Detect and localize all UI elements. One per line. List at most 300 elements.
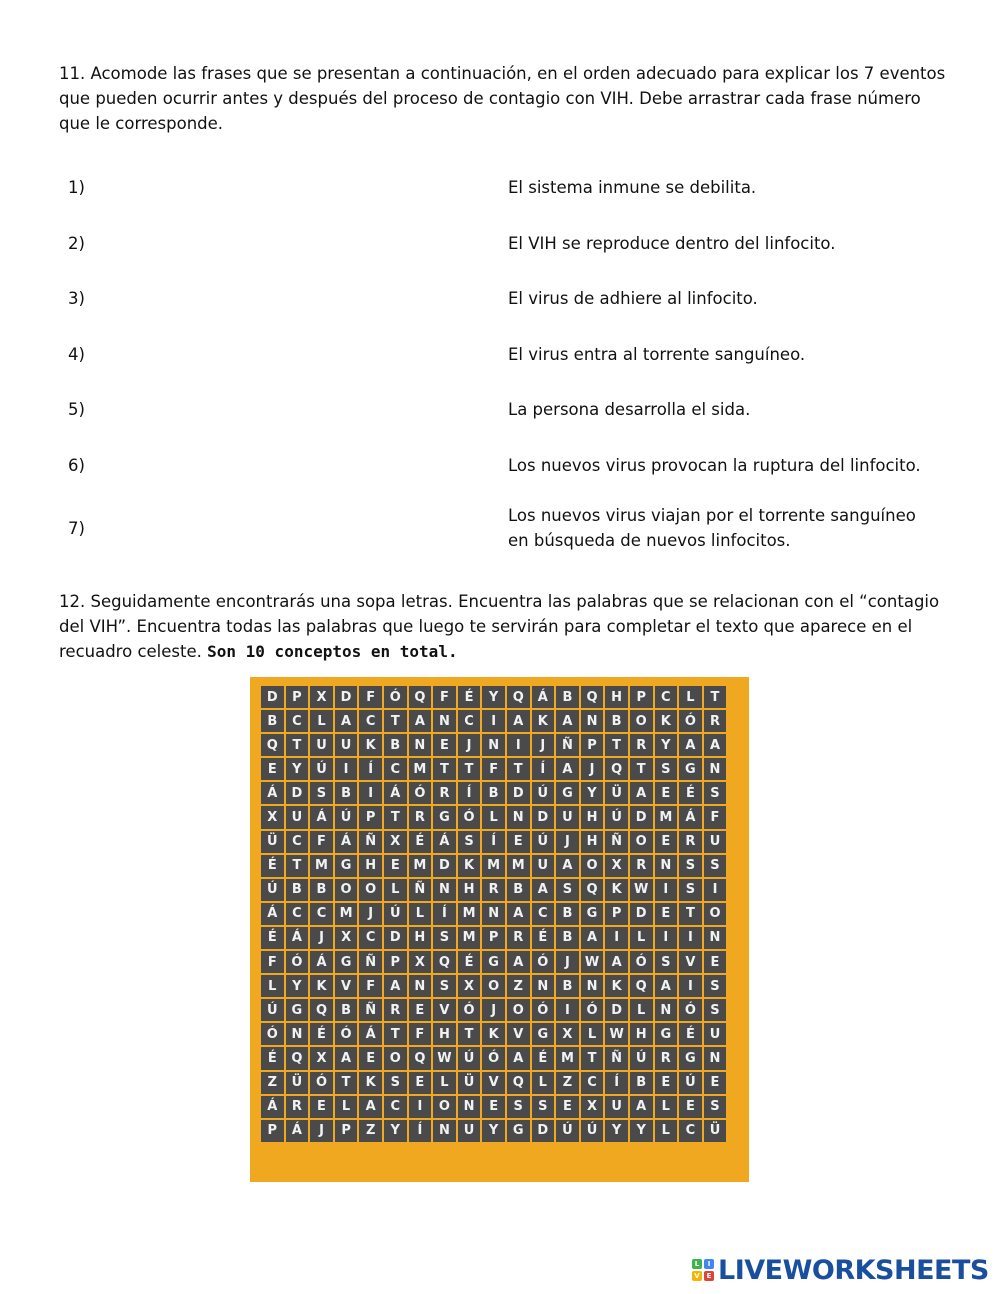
grid-cell[interactable]: D xyxy=(532,1120,555,1142)
grid-cell[interactable]: A xyxy=(605,951,628,973)
grid-cell[interactable]: I xyxy=(409,1096,432,1118)
grid-cell[interactable]: Ó xyxy=(458,806,481,828)
grid-cell[interactable]: T xyxy=(384,710,407,732)
grid-cell[interactable]: K xyxy=(655,710,678,732)
grid-cell[interactable]: A xyxy=(409,710,432,732)
grid-cell[interactable]: C xyxy=(359,710,382,732)
grid-cell[interactable]: Í xyxy=(409,1120,432,1142)
grid-cell[interactable]: É xyxy=(458,951,481,973)
grid-cell[interactable]: S xyxy=(704,782,727,804)
grid-cell[interactable]: C xyxy=(384,758,407,780)
grid-cell[interactable]: S xyxy=(679,855,702,877)
grid-cell[interactable]: Í xyxy=(359,758,382,780)
grid-cell[interactable]: R xyxy=(655,1047,678,1069)
grid-cell[interactable]: Ü xyxy=(704,1120,727,1142)
grid-cell[interactable]: X xyxy=(261,806,284,828)
grid-cell[interactable]: C xyxy=(679,1120,702,1142)
grid-cell[interactable]: L xyxy=(630,927,653,949)
grid-cell[interactable]: Z xyxy=(556,1072,579,1094)
grid-cell[interactable]: G xyxy=(679,1047,702,1069)
grid-cell[interactable]: B xyxy=(605,710,628,732)
grid-cell[interactable]: Í xyxy=(458,782,481,804)
grid-cell[interactable]: Q xyxy=(507,686,530,708)
grid-cell[interactable]: W xyxy=(630,879,653,901)
grid-cell[interactable]: Q xyxy=(630,975,653,997)
grid-cell[interactable]: Ó xyxy=(335,1023,358,1045)
grid-cell[interactable]: K xyxy=(310,975,333,997)
grid-cell[interactable]: B xyxy=(261,710,284,732)
grid-cell[interactable]: Á xyxy=(261,1096,284,1118)
grid-cell[interactable]: A xyxy=(507,951,530,973)
grid-cell[interactable]: J xyxy=(482,999,505,1021)
grid-cell[interactable]: L xyxy=(335,1096,358,1118)
grid-cell[interactable]: J xyxy=(458,734,481,756)
grid-cell[interactable]: Á xyxy=(286,1120,309,1142)
draggable-phrase[interactable]: Los nuevos virus viajan por el torrente sanguíneo en búsqueda de nuevos linfocitos. xyxy=(508,506,916,550)
grid-cell[interactable]: Ñ xyxy=(359,999,382,1021)
grid-cell[interactable]: C xyxy=(384,1096,407,1118)
grid-cell[interactable]: T xyxy=(433,758,456,780)
grid-cell[interactable]: U xyxy=(310,734,333,756)
grid-cell[interactable]: S xyxy=(655,951,678,973)
grid-cell[interactable]: E xyxy=(655,1072,678,1094)
grid-cell[interactable]: I xyxy=(556,999,579,1021)
grid-cell[interactable]: L xyxy=(630,999,653,1021)
grid-cell[interactable]: T xyxy=(384,806,407,828)
grid-cell[interactable]: K xyxy=(359,734,382,756)
grid-cell[interactable]: Q xyxy=(605,758,628,780)
grid-cell[interactable]: X xyxy=(335,927,358,949)
grid-cell[interactable]: Ü xyxy=(261,831,284,853)
grid-cell[interactable]: D xyxy=(605,999,628,1021)
grid-cell[interactable]: D xyxy=(433,855,456,877)
grid-cell[interactable]: H xyxy=(409,927,432,949)
grid-cell[interactable]: Ó xyxy=(679,710,702,732)
grid-cell[interactable]: X xyxy=(310,686,333,708)
grid-cell[interactable]: M xyxy=(458,927,481,949)
grid-cell[interactable]: N xyxy=(655,999,678,1021)
grid-cell[interactable]: A xyxy=(507,710,530,732)
grid-cell[interactable]: J xyxy=(359,903,382,925)
grid-cell[interactable]: P xyxy=(630,686,653,708)
grid-cell[interactable]: I xyxy=(605,927,628,949)
grid-cell[interactable]: P xyxy=(286,686,309,708)
grid-cell[interactable]: I xyxy=(335,758,358,780)
grid-cell[interactable]: U xyxy=(704,1023,727,1045)
grid-cell[interactable]: É xyxy=(458,686,481,708)
grid-cell[interactable]: D xyxy=(630,806,653,828)
grid-cell[interactable]: G xyxy=(335,951,358,973)
grid-cell[interactable]: Y xyxy=(605,1120,628,1142)
grid-cell[interactable]: I xyxy=(704,879,727,901)
grid-cell[interactable]: Á xyxy=(384,782,407,804)
grid-cell[interactable]: N xyxy=(704,1047,727,1069)
grid-cell[interactable]: E xyxy=(359,1047,382,1069)
grid-cell[interactable]: G xyxy=(286,999,309,1021)
grid-cell[interactable]: U xyxy=(458,1120,481,1142)
grid-cell[interactable]: Ñ xyxy=(359,831,382,853)
grid-cell[interactable]: P xyxy=(335,1120,358,1142)
grid-cell[interactable]: Í xyxy=(605,1072,628,1094)
grid-cell[interactable]: Q xyxy=(310,999,333,1021)
draggable-phrase[interactable]: Los nuevos virus provocan la ruptura del linfocito. xyxy=(508,456,921,475)
grid-cell[interactable]: K xyxy=(605,879,628,901)
grid-cell[interactable]: É xyxy=(679,782,702,804)
grid-cell[interactable]: Ñ xyxy=(605,831,628,853)
grid-cell[interactable]: Ú xyxy=(261,879,284,901)
grid-cell[interactable]: P xyxy=(261,1120,284,1142)
grid-cell[interactable]: Ú xyxy=(532,831,555,853)
grid-cell[interactable]: A xyxy=(335,710,358,732)
grid-cell[interactable]: N xyxy=(433,710,456,732)
grid-cell[interactable]: N xyxy=(286,1023,309,1045)
grid-cell[interactable]: É xyxy=(679,1023,702,1045)
grid-cell[interactable]: V xyxy=(482,1072,505,1094)
grid-cell[interactable]: D xyxy=(630,903,653,925)
draggable-phrase[interactable]: El VIH se reproduce dentro del linfocito. xyxy=(508,234,836,253)
grid-cell[interactable]: W xyxy=(605,1023,628,1045)
grid-cell[interactable]: X xyxy=(556,1023,579,1045)
draggable-phrase[interactable]: La persona desarrolla el sida. xyxy=(508,400,751,419)
grid-cell[interactable]: O xyxy=(433,1096,456,1118)
grid-cell[interactable]: F xyxy=(433,686,456,708)
grid-cell[interactable]: Y xyxy=(630,1120,653,1142)
grid-cell[interactable]: E xyxy=(655,831,678,853)
grid-cell[interactable]: Ú xyxy=(384,903,407,925)
grid-cell[interactable]: N xyxy=(433,879,456,901)
grid-cell[interactable]: Ü xyxy=(458,1072,481,1094)
grid-cell[interactable]: Y xyxy=(482,1120,505,1142)
grid-cell[interactable]: E xyxy=(261,758,284,780)
grid-cell[interactable]: I xyxy=(679,975,702,997)
grid-cell[interactable]: D xyxy=(286,782,309,804)
grid-cell[interactable]: A xyxy=(630,1096,653,1118)
grid-cell[interactable]: M xyxy=(655,806,678,828)
grid-cell[interactable]: Í xyxy=(482,831,505,853)
grid-cell[interactable]: F xyxy=(310,831,333,853)
grid-cell[interactable]: Q xyxy=(409,1047,432,1069)
grid-cell[interactable]: T xyxy=(384,1023,407,1045)
grid-cell[interactable]: D xyxy=(532,806,555,828)
grid-cell[interactable]: Y xyxy=(482,686,505,708)
grid-cell[interactable]: Ú xyxy=(605,806,628,828)
grid-cell[interactable]: Y xyxy=(655,734,678,756)
grid-cell[interactable]: U xyxy=(532,855,555,877)
grid-cell[interactable]: O xyxy=(630,710,653,732)
grid-cell[interactable]: L xyxy=(433,1072,456,1094)
grid-cell[interactable]: O xyxy=(482,975,505,997)
grid-cell[interactable]: Ó xyxy=(458,999,481,1021)
grid-cell[interactable]: A xyxy=(556,855,579,877)
grid-cell[interactable]: D xyxy=(507,782,530,804)
grid-cell[interactable]: Ó xyxy=(679,999,702,1021)
grid-cell[interactable]: T xyxy=(704,686,727,708)
grid-cell[interactable]: H xyxy=(630,1023,653,1045)
grid-cell[interactable]: U xyxy=(286,806,309,828)
grid-cell[interactable]: Á xyxy=(261,903,284,925)
grid-cell[interactable]: U xyxy=(335,734,358,756)
grid-cell[interactable]: Q xyxy=(286,1047,309,1069)
grid-cell[interactable]: Ü xyxy=(605,782,628,804)
grid-cell[interactable]: B xyxy=(384,734,407,756)
grid-cell[interactable]: F xyxy=(359,975,382,997)
grid-cell[interactable]: H xyxy=(458,879,481,901)
grid-cell[interactable]: K xyxy=(532,710,555,732)
grid-cell[interactable]: Y xyxy=(286,758,309,780)
grid-cell[interactable]: S xyxy=(458,831,481,853)
grid-cell[interactable]: E xyxy=(655,782,678,804)
grid-cell[interactable]: Ó xyxy=(384,686,407,708)
grid-cell[interactable]: L xyxy=(409,903,432,925)
grid-cell[interactable]: G xyxy=(655,1023,678,1045)
grid-cell[interactable]: N xyxy=(409,734,432,756)
grid-cell[interactable]: J xyxy=(532,734,555,756)
grid-cell[interactable]: J xyxy=(581,758,604,780)
grid-cell[interactable]: Ú xyxy=(679,1072,702,1094)
grid-cell[interactable]: Á xyxy=(679,806,702,828)
grid-cell[interactable]: S xyxy=(704,1096,727,1118)
grid-cell[interactable]: R xyxy=(286,1096,309,1118)
grid-cell[interactable]: W xyxy=(433,1047,456,1069)
grid-cell[interactable]: H xyxy=(605,686,628,708)
grid-cell[interactable]: U xyxy=(704,831,727,853)
grid-cell[interactable]: C xyxy=(581,1072,604,1094)
grid-cell[interactable]: L xyxy=(655,1120,678,1142)
grid-cell[interactable]: N xyxy=(482,903,505,925)
grid-cell[interactable]: P xyxy=(359,806,382,828)
grid-cell[interactable]: T xyxy=(581,1047,604,1069)
grid-cell[interactable]: Y xyxy=(581,782,604,804)
grid-cell[interactable]: C xyxy=(655,686,678,708)
grid-cell[interactable]: R xyxy=(630,734,653,756)
grid-cell[interactable]: O xyxy=(384,1047,407,1069)
grid-cell[interactable]: É xyxy=(310,1023,333,1045)
grid-cell[interactable]: O xyxy=(581,855,604,877)
grid-cell[interactable]: A xyxy=(556,758,579,780)
grid-cell[interactable]: F xyxy=(261,951,284,973)
grid-cell[interactable]: Á xyxy=(359,1023,382,1045)
grid-cell[interactable]: E xyxy=(507,831,530,853)
grid-cell[interactable]: E xyxy=(704,951,727,973)
grid-cell[interactable]: V xyxy=(335,975,358,997)
grid-cell[interactable]: H xyxy=(581,831,604,853)
grid-cell[interactable]: Ú xyxy=(556,1120,579,1142)
grid-cell[interactable]: S xyxy=(433,975,456,997)
grid-cell[interactable]: O xyxy=(704,903,727,925)
grid-cell[interactable]: S xyxy=(556,879,579,901)
grid-cell[interactable]: Y xyxy=(384,1120,407,1142)
grid-cell[interactable]: U xyxy=(605,1096,628,1118)
grid-cell[interactable]: A xyxy=(556,710,579,732)
grid-cell[interactable]: Á xyxy=(335,831,358,853)
grid-cell[interactable]: A xyxy=(655,975,678,997)
grid-cell[interactable]: B xyxy=(556,686,579,708)
grid-cell[interactable]: V xyxy=(507,1023,530,1045)
grid-cell[interactable]: S xyxy=(532,1096,555,1118)
grid-cell[interactable]: Ó xyxy=(286,951,309,973)
grid-cell[interactable]: X xyxy=(605,855,628,877)
grid-cell[interactable]: E xyxy=(704,1072,727,1094)
grid-cell[interactable]: Q xyxy=(409,686,432,708)
grid-cell[interactable]: F xyxy=(359,686,382,708)
grid-cell[interactable]: D xyxy=(261,686,284,708)
grid-cell[interactable]: K xyxy=(605,975,628,997)
grid-cell[interactable]: T xyxy=(458,1023,481,1045)
grid-cell[interactable]: Ú xyxy=(630,1047,653,1069)
grid-cell[interactable]: Y xyxy=(286,975,309,997)
grid-cell[interactable]: B xyxy=(482,782,505,804)
grid-cell[interactable]: Í xyxy=(532,758,555,780)
grid-cell[interactable]: D xyxy=(384,927,407,949)
grid-cell[interactable]: É xyxy=(261,1047,284,1069)
grid-cell[interactable]: E xyxy=(655,903,678,925)
grid-cell[interactable]: N xyxy=(433,1120,456,1142)
grid-cell[interactable]: T xyxy=(679,903,702,925)
grid-cell[interactable]: R xyxy=(679,831,702,853)
grid-cell[interactable]: V xyxy=(433,999,456,1021)
grid-cell[interactable]: L xyxy=(581,1023,604,1045)
grid-cell[interactable]: F xyxy=(409,1023,432,1045)
grid-cell[interactable]: Q xyxy=(581,686,604,708)
grid-cell[interactable]: A xyxy=(384,975,407,997)
grid-cell[interactable]: Ó xyxy=(482,1047,505,1069)
grid-cell[interactable]: Ñ xyxy=(556,734,579,756)
grid-cell[interactable]: C xyxy=(286,710,309,732)
grid-cell[interactable]: R xyxy=(433,782,456,804)
grid-cell[interactable]: L xyxy=(310,710,333,732)
grid-cell[interactable]: M xyxy=(458,903,481,925)
grid-cell[interactable]: E xyxy=(679,1096,702,1118)
grid-cell[interactable]: H xyxy=(581,806,604,828)
grid-cell[interactable]: R xyxy=(630,855,653,877)
grid-cell[interactable]: M xyxy=(482,855,505,877)
grid-cell[interactable]: Q xyxy=(507,1072,530,1094)
grid-cell[interactable]: R xyxy=(384,999,407,1021)
grid-cell[interactable]: S xyxy=(704,855,727,877)
grid-cell[interactable]: N xyxy=(507,806,530,828)
grid-cell[interactable]: R xyxy=(704,710,727,732)
grid-cell[interactable]: K xyxy=(458,855,481,877)
grid-cell[interactable]: Ñ xyxy=(605,1047,628,1069)
grid-cell[interactable]: I xyxy=(655,879,678,901)
grid-cell[interactable]: X xyxy=(409,951,432,973)
grid-cell[interactable]: L xyxy=(261,975,284,997)
grid-cell[interactable]: C xyxy=(359,927,382,949)
grid-cell[interactable]: H xyxy=(359,855,382,877)
grid-cell[interactable]: A xyxy=(532,879,555,901)
grid-cell[interactable]: T xyxy=(507,758,530,780)
grid-cell[interactable]: S xyxy=(704,999,727,1021)
grid-cell[interactable]: O xyxy=(507,999,530,1021)
grid-cell[interactable]: Ó xyxy=(532,999,555,1021)
grid-cell[interactable]: M xyxy=(335,903,358,925)
grid-cell[interactable]: F xyxy=(482,758,505,780)
grid-cell[interactable]: B xyxy=(556,903,579,925)
grid-cell[interactable]: Á xyxy=(433,831,456,853)
grid-cell[interactable]: É xyxy=(409,831,432,853)
grid-cell[interactable]: Ú xyxy=(458,1047,481,1069)
grid-cell[interactable]: C xyxy=(310,903,333,925)
grid-cell[interactable]: Á xyxy=(310,806,333,828)
grid-cell[interactable]: S xyxy=(679,879,702,901)
grid-cell[interactable]: X xyxy=(384,831,407,853)
grid-cell[interactable]: Ú xyxy=(261,999,284,1021)
grid-cell[interactable]: G xyxy=(556,782,579,804)
grid-cell[interactable]: M xyxy=(507,855,530,877)
grid-cell[interactable]: E xyxy=(409,1072,432,1094)
grid-cell[interactable]: Í xyxy=(433,903,456,925)
grid-cell[interactable]: Q xyxy=(261,734,284,756)
grid-cell[interactable]: G xyxy=(679,758,702,780)
grid-cell[interactable]: M xyxy=(409,855,432,877)
grid-cell[interactable]: Ú xyxy=(532,782,555,804)
grid-cell[interactable]: Á xyxy=(286,927,309,949)
grid-cell[interactable]: E xyxy=(384,855,407,877)
grid-cell[interactable]: G xyxy=(581,903,604,925)
grid-cell[interactable]: B xyxy=(556,927,579,949)
grid-cell[interactable]: A xyxy=(335,1047,358,1069)
grid-cell[interactable]: B xyxy=(286,879,309,901)
grid-cell[interactable]: S xyxy=(507,1096,530,1118)
grid-cell[interactable]: D xyxy=(335,686,358,708)
grid-cell[interactable]: B xyxy=(335,782,358,804)
grid-cell[interactable]: X xyxy=(581,1096,604,1118)
grid-cell[interactable]: T xyxy=(605,734,628,756)
grid-cell[interactable]: M xyxy=(310,855,333,877)
grid-cell[interactable]: A xyxy=(507,903,530,925)
grid-cell[interactable]: P xyxy=(384,951,407,973)
grid-cell[interactable]: L xyxy=(482,806,505,828)
grid-cell[interactable]: L xyxy=(679,686,702,708)
grid-cell[interactable]: B xyxy=(507,879,530,901)
grid-cell[interactable]: K xyxy=(482,1023,505,1045)
grid-cell[interactable]: Ú xyxy=(335,806,358,828)
grid-cell[interactable]: O xyxy=(630,831,653,853)
grid-cell[interactable]: B xyxy=(630,1072,653,1094)
grid-cell[interactable]: A xyxy=(679,734,702,756)
grid-cell[interactable]: M xyxy=(556,1047,579,1069)
grid-cell[interactable]: Ó xyxy=(261,1023,284,1045)
grid-cell[interactable]: S xyxy=(433,927,456,949)
grid-cell[interactable]: V xyxy=(679,951,702,973)
grid-cell[interactable]: N xyxy=(581,710,604,732)
grid-cell[interactable]: T xyxy=(286,855,309,877)
grid-cell[interactable]: T xyxy=(286,734,309,756)
grid-cell[interactable]: Z xyxy=(359,1120,382,1142)
grid-cell[interactable]: N xyxy=(704,758,727,780)
grid-cell[interactable]: I xyxy=(482,710,505,732)
grid-cell[interactable]: G xyxy=(433,806,456,828)
grid-cell[interactable]: R xyxy=(409,806,432,828)
grid-cell[interactable]: K xyxy=(359,1072,382,1094)
draggable-phrase[interactable]: El sistema inmune se debilita. xyxy=(508,178,757,197)
grid-cell[interactable]: J xyxy=(556,951,579,973)
grid-cell[interactable]: Ó xyxy=(581,999,604,1021)
grid-cell[interactable]: S xyxy=(384,1072,407,1094)
grid-cell[interactable]: L xyxy=(384,879,407,901)
grid-cell[interactable]: E xyxy=(556,1096,579,1118)
grid-cell[interactable]: Ü xyxy=(286,1072,309,1094)
grid-cell[interactable]: G xyxy=(507,1120,530,1142)
grid-cell[interactable]: Q xyxy=(581,879,604,901)
grid-cell[interactable]: P xyxy=(581,734,604,756)
grid-cell[interactable]: O xyxy=(359,879,382,901)
grid-cell[interactable]: L xyxy=(655,1096,678,1118)
grid-cell[interactable]: X xyxy=(310,1047,333,1069)
grid-cell[interactable]: Ú xyxy=(310,758,333,780)
grid-cell[interactable]: Ó xyxy=(532,951,555,973)
grid-cell[interactable]: N xyxy=(581,975,604,997)
